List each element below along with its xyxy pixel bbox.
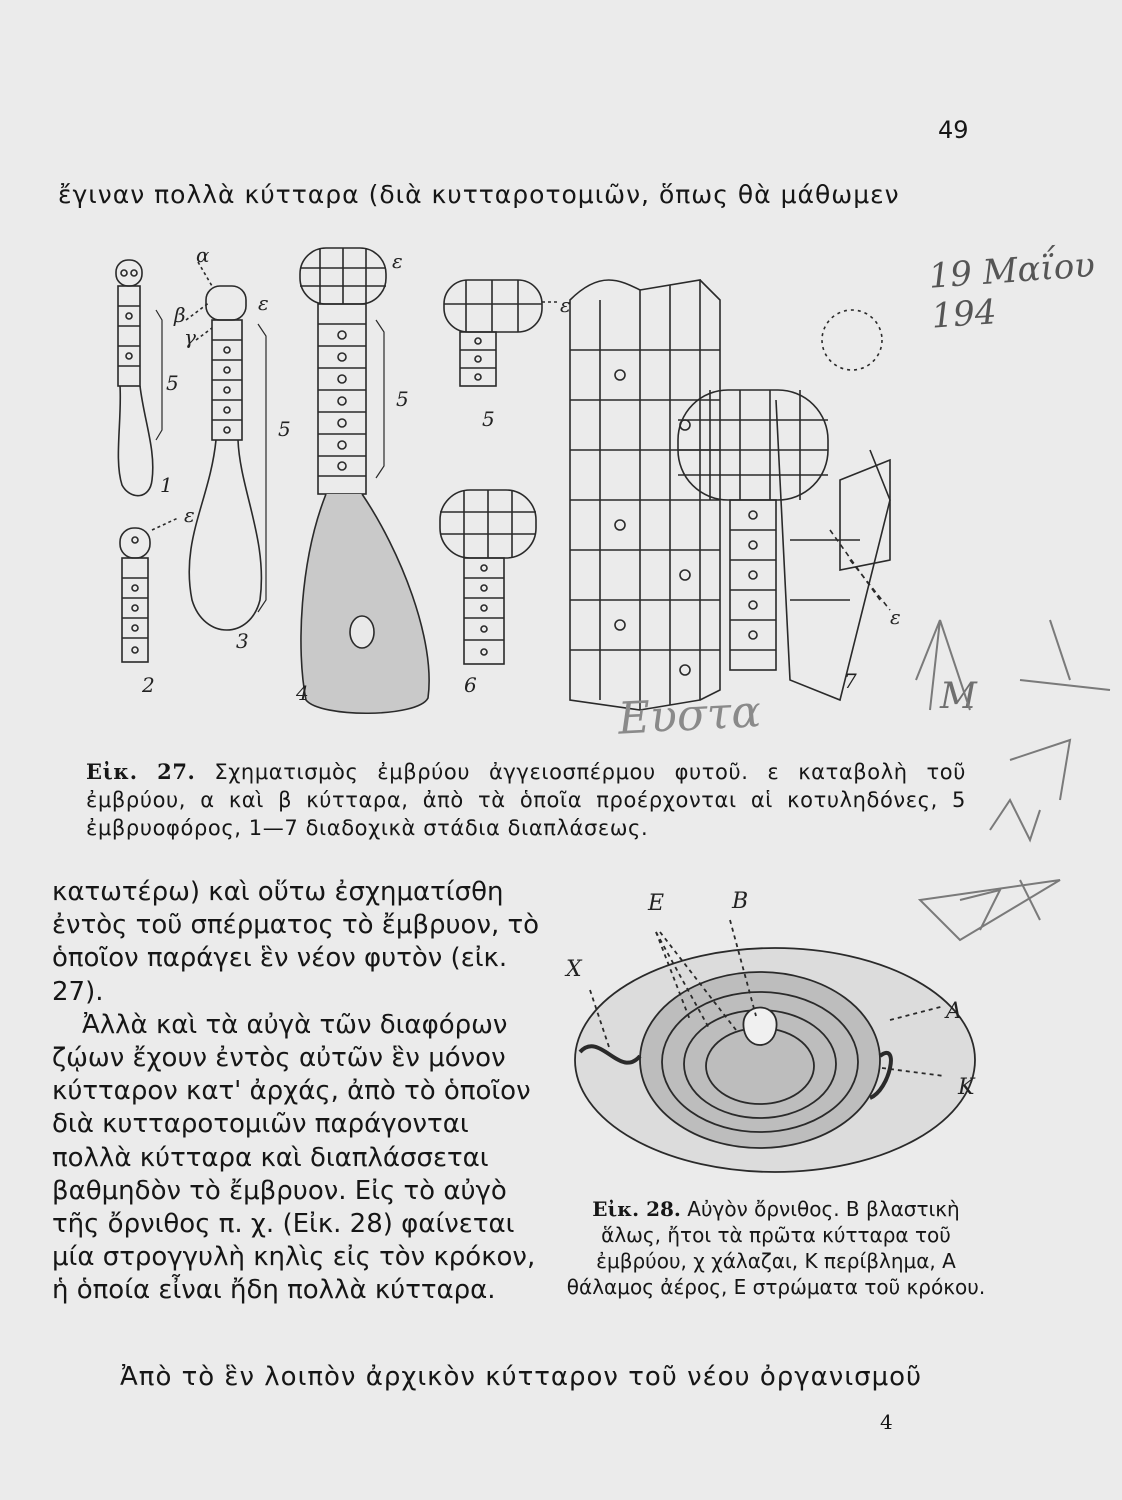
handwritten-scribble: Ευστα — [616, 686, 763, 745]
figure-27-caption-text: Σχηματισμὸς ἐμβρύου ἀγγειοσπέρμου φυτοῦ. ε καταβολὴ τοῦ ἐμβρύου, α καὶ β κύτταρα, ἀπὸ τὰ ὁποῖα προέρχονται αἱ κοτυληδόνες, 5 ἐμβρυοφόρος, 1—7 διαδοχικὰ στάδια διαπλάσεως. — [86, 760, 966, 840]
label-A: A — [946, 999, 962, 1024]
label-5-stage1: 5 — [166, 371, 179, 395]
stage-4-drawing — [300, 248, 429, 713]
blastoderm — [743, 1008, 776, 1046]
label-epsilon-3: ε — [258, 291, 269, 315]
label-5-stage4: 5 — [396, 387, 409, 411]
label-K: K — [958, 1075, 975, 1100]
label-epsilon-7: ε — [890, 605, 901, 629]
stage-7-drawing — [570, 280, 890, 710]
figure-28-egg — [560, 880, 990, 1180]
page-number: 49 — [938, 116, 969, 144]
stage-3-drawing — [186, 262, 266, 630]
label-beta: β — [174, 303, 186, 327]
stage-1-drawing — [116, 260, 162, 496]
body-text-left — [52, 876, 552, 1308]
figure-28-caption-text: Αὐγὸν ὄρνιθος. Β βλαστικὴ ἅλως, ἤτοι τὰ πρῶτα κύτταρα τοῦ ἐμβρύου, χ χάλαζαι, Κ περίβλημα, Α θάλαμος ἀέρος, Ε στρώματα τοῦ κρόκου. — [566, 1197, 986, 1299]
figure-27-caption-label: Εἰκ. 27. — [86, 759, 196, 784]
label-gamma: γ — [184, 325, 196, 349]
label-stage-7: 7 — [844, 669, 857, 693]
handwritten-date: 19 Μαΐου 194 — [927, 245, 1097, 337]
figure-27-embryo-stages — [100, 240, 1122, 760]
label-stage-4: 4 — [296, 681, 309, 705]
label-X: X — [566, 957, 582, 982]
label-E: E — [648, 891, 665, 916]
label-epsilon-4: ε — [392, 249, 403, 273]
handwritten-letter: Μ — [940, 676, 977, 717]
label-stage-3: 3 — [236, 629, 249, 653]
label-B: B — [732, 889, 749, 914]
label-stage-5: 5 — [482, 407, 495, 431]
stage-2-drawing — [120, 518, 178, 662]
body-paragraph-2: Ἀλλὰ καὶ τὰ αὐγὰ τῶν διαφόρων ζῴων ἔχουν ἐντὸς αὐτῶν ἓν μόνον κύτταρον κατ' ἀρχάς, ἀπὸ τὸ ὁποῖον διὰ κυτταροτομιῶν παράγονται πολλὰ κύτταρα καὶ διαπλάσσεται βαθμηδὸν τὸ ἔμβρυον. Εἰς τὸ αὐγὸ τῆς ὄρνιθος π. χ. (Εἰκ. 28) φαίνεται μία στρογγυλὴ κηλὶς εἰς τὸν κρόκον, ἡ ὁποία εἶναι ἤδη πολλὰ κύτταρα. — [52, 1009, 536, 1306]
label-stage-6: 6 — [464, 673, 477, 697]
label-epsilon-5: ε — [560, 293, 571, 317]
stage-5-drawing — [444, 280, 558, 386]
body-paragraph-1: κατωτέρω) καὶ οὕτω ἐσχηματίσθη ἐντὸς τοῦ σπέρματος τὸ ἔμβρυον, τὸ ὁποῖον παράγει ἓν νέον φυτὸν (εἰκ. 27). — [52, 877, 540, 1007]
figure-28-caption-label: Εἰκ. 28. — [592, 1197, 681, 1221]
label-alpha: α — [196, 243, 210, 267]
stage-6-drawing — [440, 490, 536, 664]
label-epsilon-2: ε — [184, 503, 195, 527]
body-last-line: Ἀπὸ τὸ ἓν λοιπὸν ἀρχικὸν κύτταρον τοῦ νέου ὀργανισμοῦ — [120, 1362, 923, 1392]
figure-27-caption — [86, 758, 966, 842]
label-stage-2: 2 — [142, 673, 155, 697]
figure-28-caption — [560, 1196, 992, 1300]
egg-yolk — [640, 972, 880, 1148]
printer-signature: 4 — [880, 1410, 893, 1434]
label-stage-1: 1 — [160, 473, 173, 497]
top-text-line: ἔγιναν πολλὰ κύτταρα (διὰ κυτταροτομιῶν, ὅπως θὰ μάθωμεν — [58, 180, 900, 209]
label-5-stage3: 5 — [278, 417, 291, 441]
